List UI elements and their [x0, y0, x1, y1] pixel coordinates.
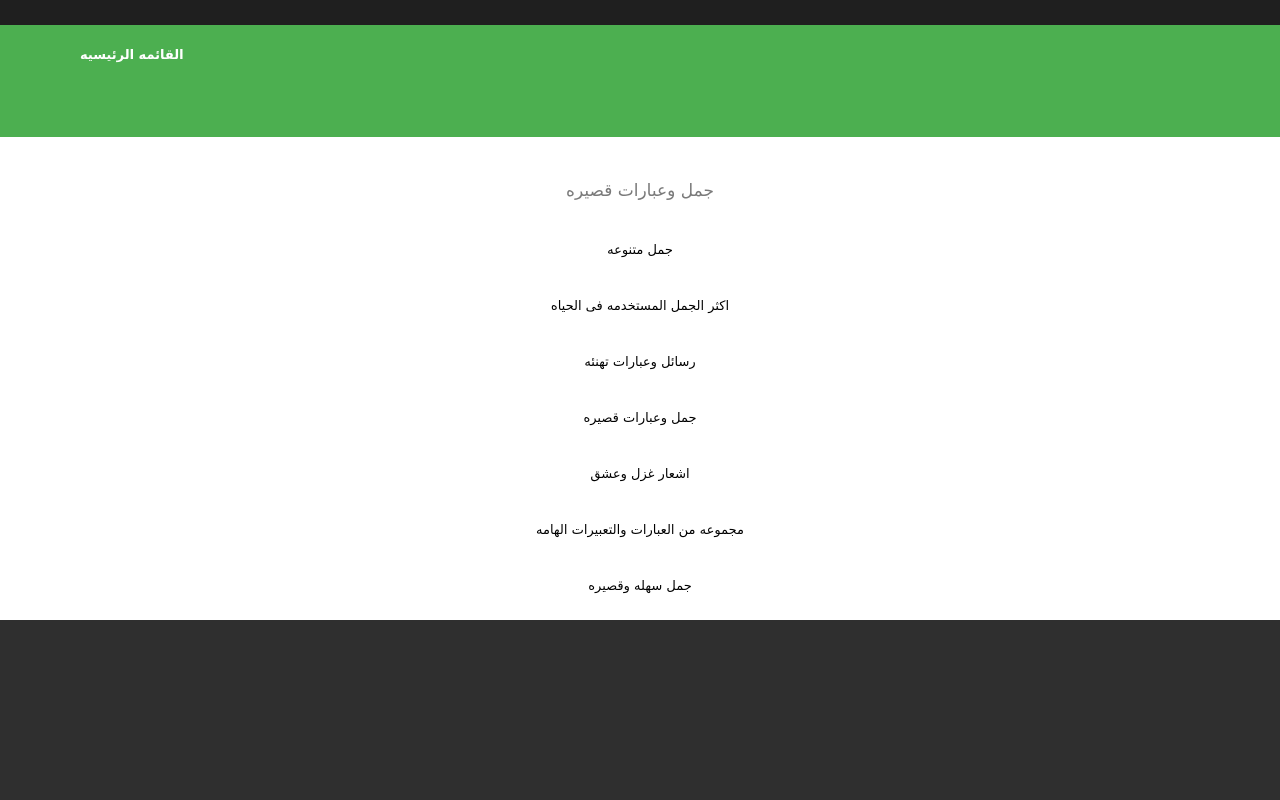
link-easy-short-sentences[interactable]: جمل سهله وقصيره: [588, 579, 692, 594]
main-menu-link[interactable]: القائمه الرئيسيه: [80, 48, 184, 63]
site-footer: [0, 620, 1280, 800]
links-list: [0, 238, 1280, 630]
top-bar: [0, 0, 1280, 25]
link-congratulation-messages[interactable]: رسائل وعبارات تهنئه: [584, 355, 696, 370]
link-important-expressions[interactable]: مجموعه من العبارات والتعبيرات الهامه: [536, 523, 744, 538]
link-varied-sentences[interactable]: جمل متنوعه: [607, 243, 673, 258]
site-header: [0, 25, 1280, 137]
link-most-used-sentences[interactable]: اكثر الجمل المستخدمه فى الحياه: [550, 299, 730, 314]
link-short-sentences[interactable]: جمل وعبارات قصيره: [583, 411, 697, 426]
list-item: [0, 462, 1280, 518]
main-content: [0, 137, 1280, 620]
list-item: [0, 238, 1280, 294]
link-love-poems[interactable]: اشعار غزل وعشق: [590, 467, 690, 482]
page-title: جمل وعبارات قصيره: [566, 181, 714, 201]
list-item: [0, 294, 1280, 350]
list-item: [0, 350, 1280, 406]
list-item: [0, 406, 1280, 462]
list-item: [0, 518, 1280, 574]
